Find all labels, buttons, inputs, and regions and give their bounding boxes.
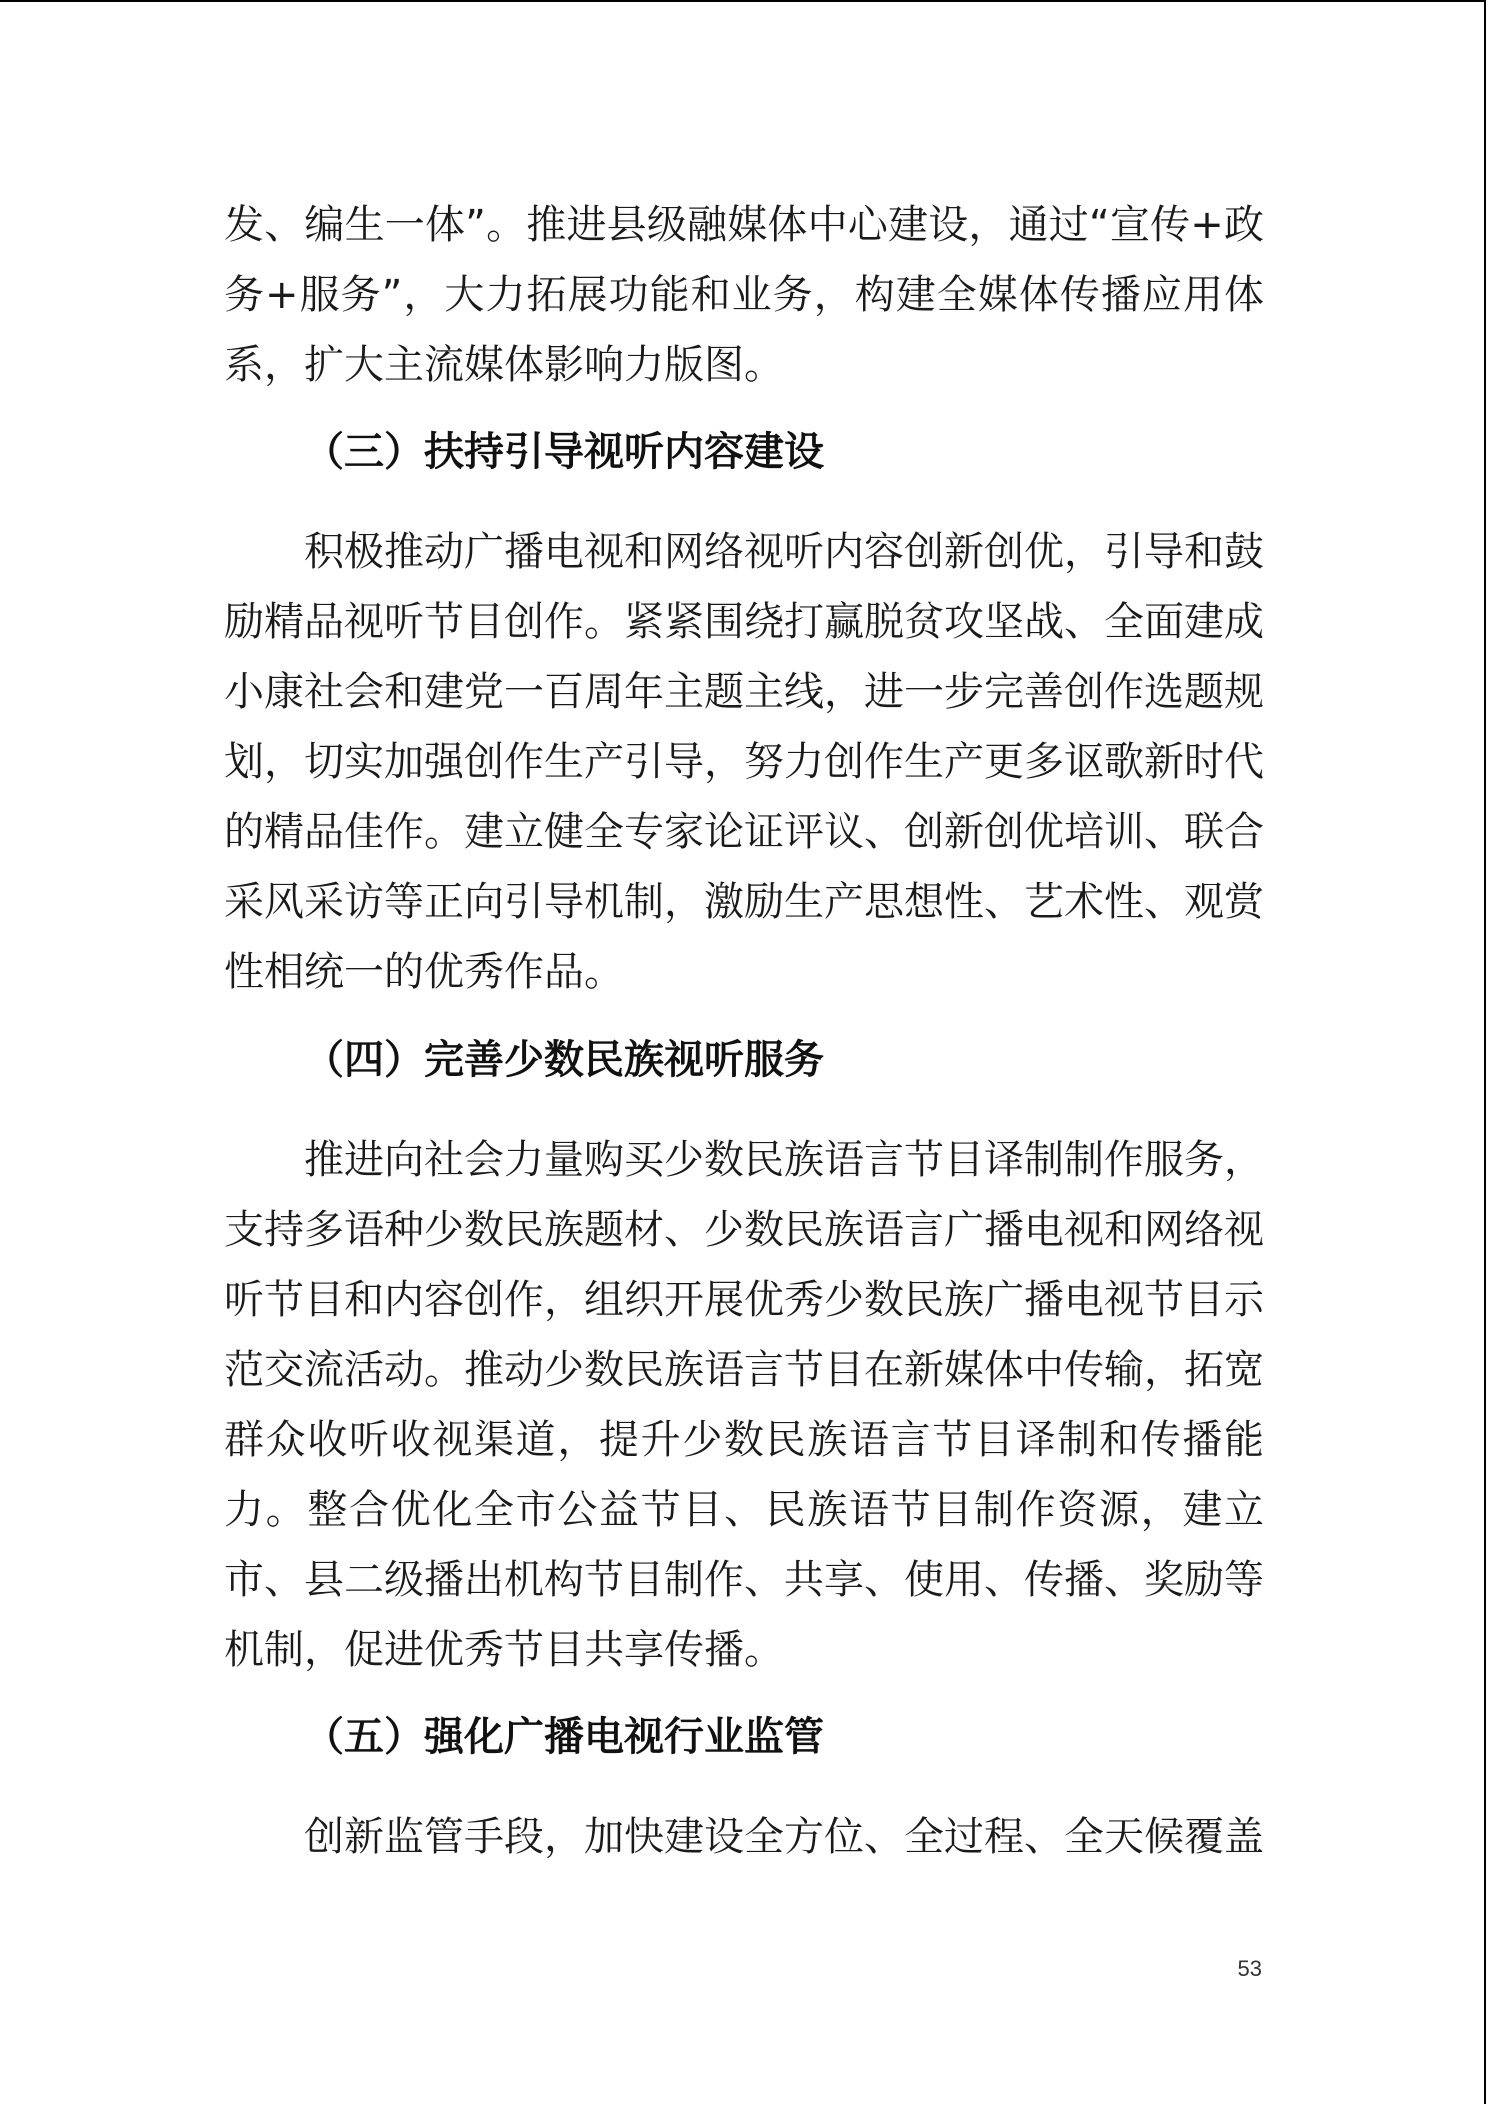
section-heading-3: （三）扶持引导视听内容建设 [304, 429, 824, 475]
section-heading-5: （五）强化广播电视行业监管 [304, 1714, 824, 1760]
section-heading-4: （四）完善少数民族视听服务 [304, 1037, 824, 1083]
paragraph-content-building: 积极推动广播电视和网络视听内容创新创优，引导和鼓励精品视听节目创作。紧紧围绕打赢脱贫攻坚战、全面建成小康社会和建党一百周年主题主线，进一步完善创作选题规划，切实加强创作生产引导，努力创作生产更多讴歌新时代的精品佳作。建立健全专家论证评议、创新创优培训、联合采风采访等正向引导机制，激励生产思想性、艺术性、观赏性相统一的优秀作品。 [224, 529, 1264, 995]
paragraph-supervision: 创新监管手段，加快建设全方位、全过程、全天候覆盖 [304, 1814, 1264, 1860]
page-number: 53 [1237, 1956, 1262, 1981]
paragraph-minority-services: 推进向社会力量购买少数民族语言节目译制制作服务，支持多语种少数民族题材、少数民族语言广播电视和网络视听节目和内容创作，组织开展优秀少数民族广播电视节目示范交流活动。推动少数民族语言节目在新媒体中传输，拓宽群众收听收视渠道，提升少数民族语言节目译制和传播能力。整合优化全市公益节目、民族语节目制作资源，建立市、县二级播出机构节目制作、共享、使用、传播、奖励等机制，促进优秀节目共享传播。 [224, 1137, 1264, 1673]
paragraph-continued: 发、编生一体”。推进县级融媒体中心建设，通过“宣传+政务+服务”，大力拓展功能和业务，构建全媒体传播应用体系，扩大主流媒体影响力版图。 [224, 202, 1264, 388]
